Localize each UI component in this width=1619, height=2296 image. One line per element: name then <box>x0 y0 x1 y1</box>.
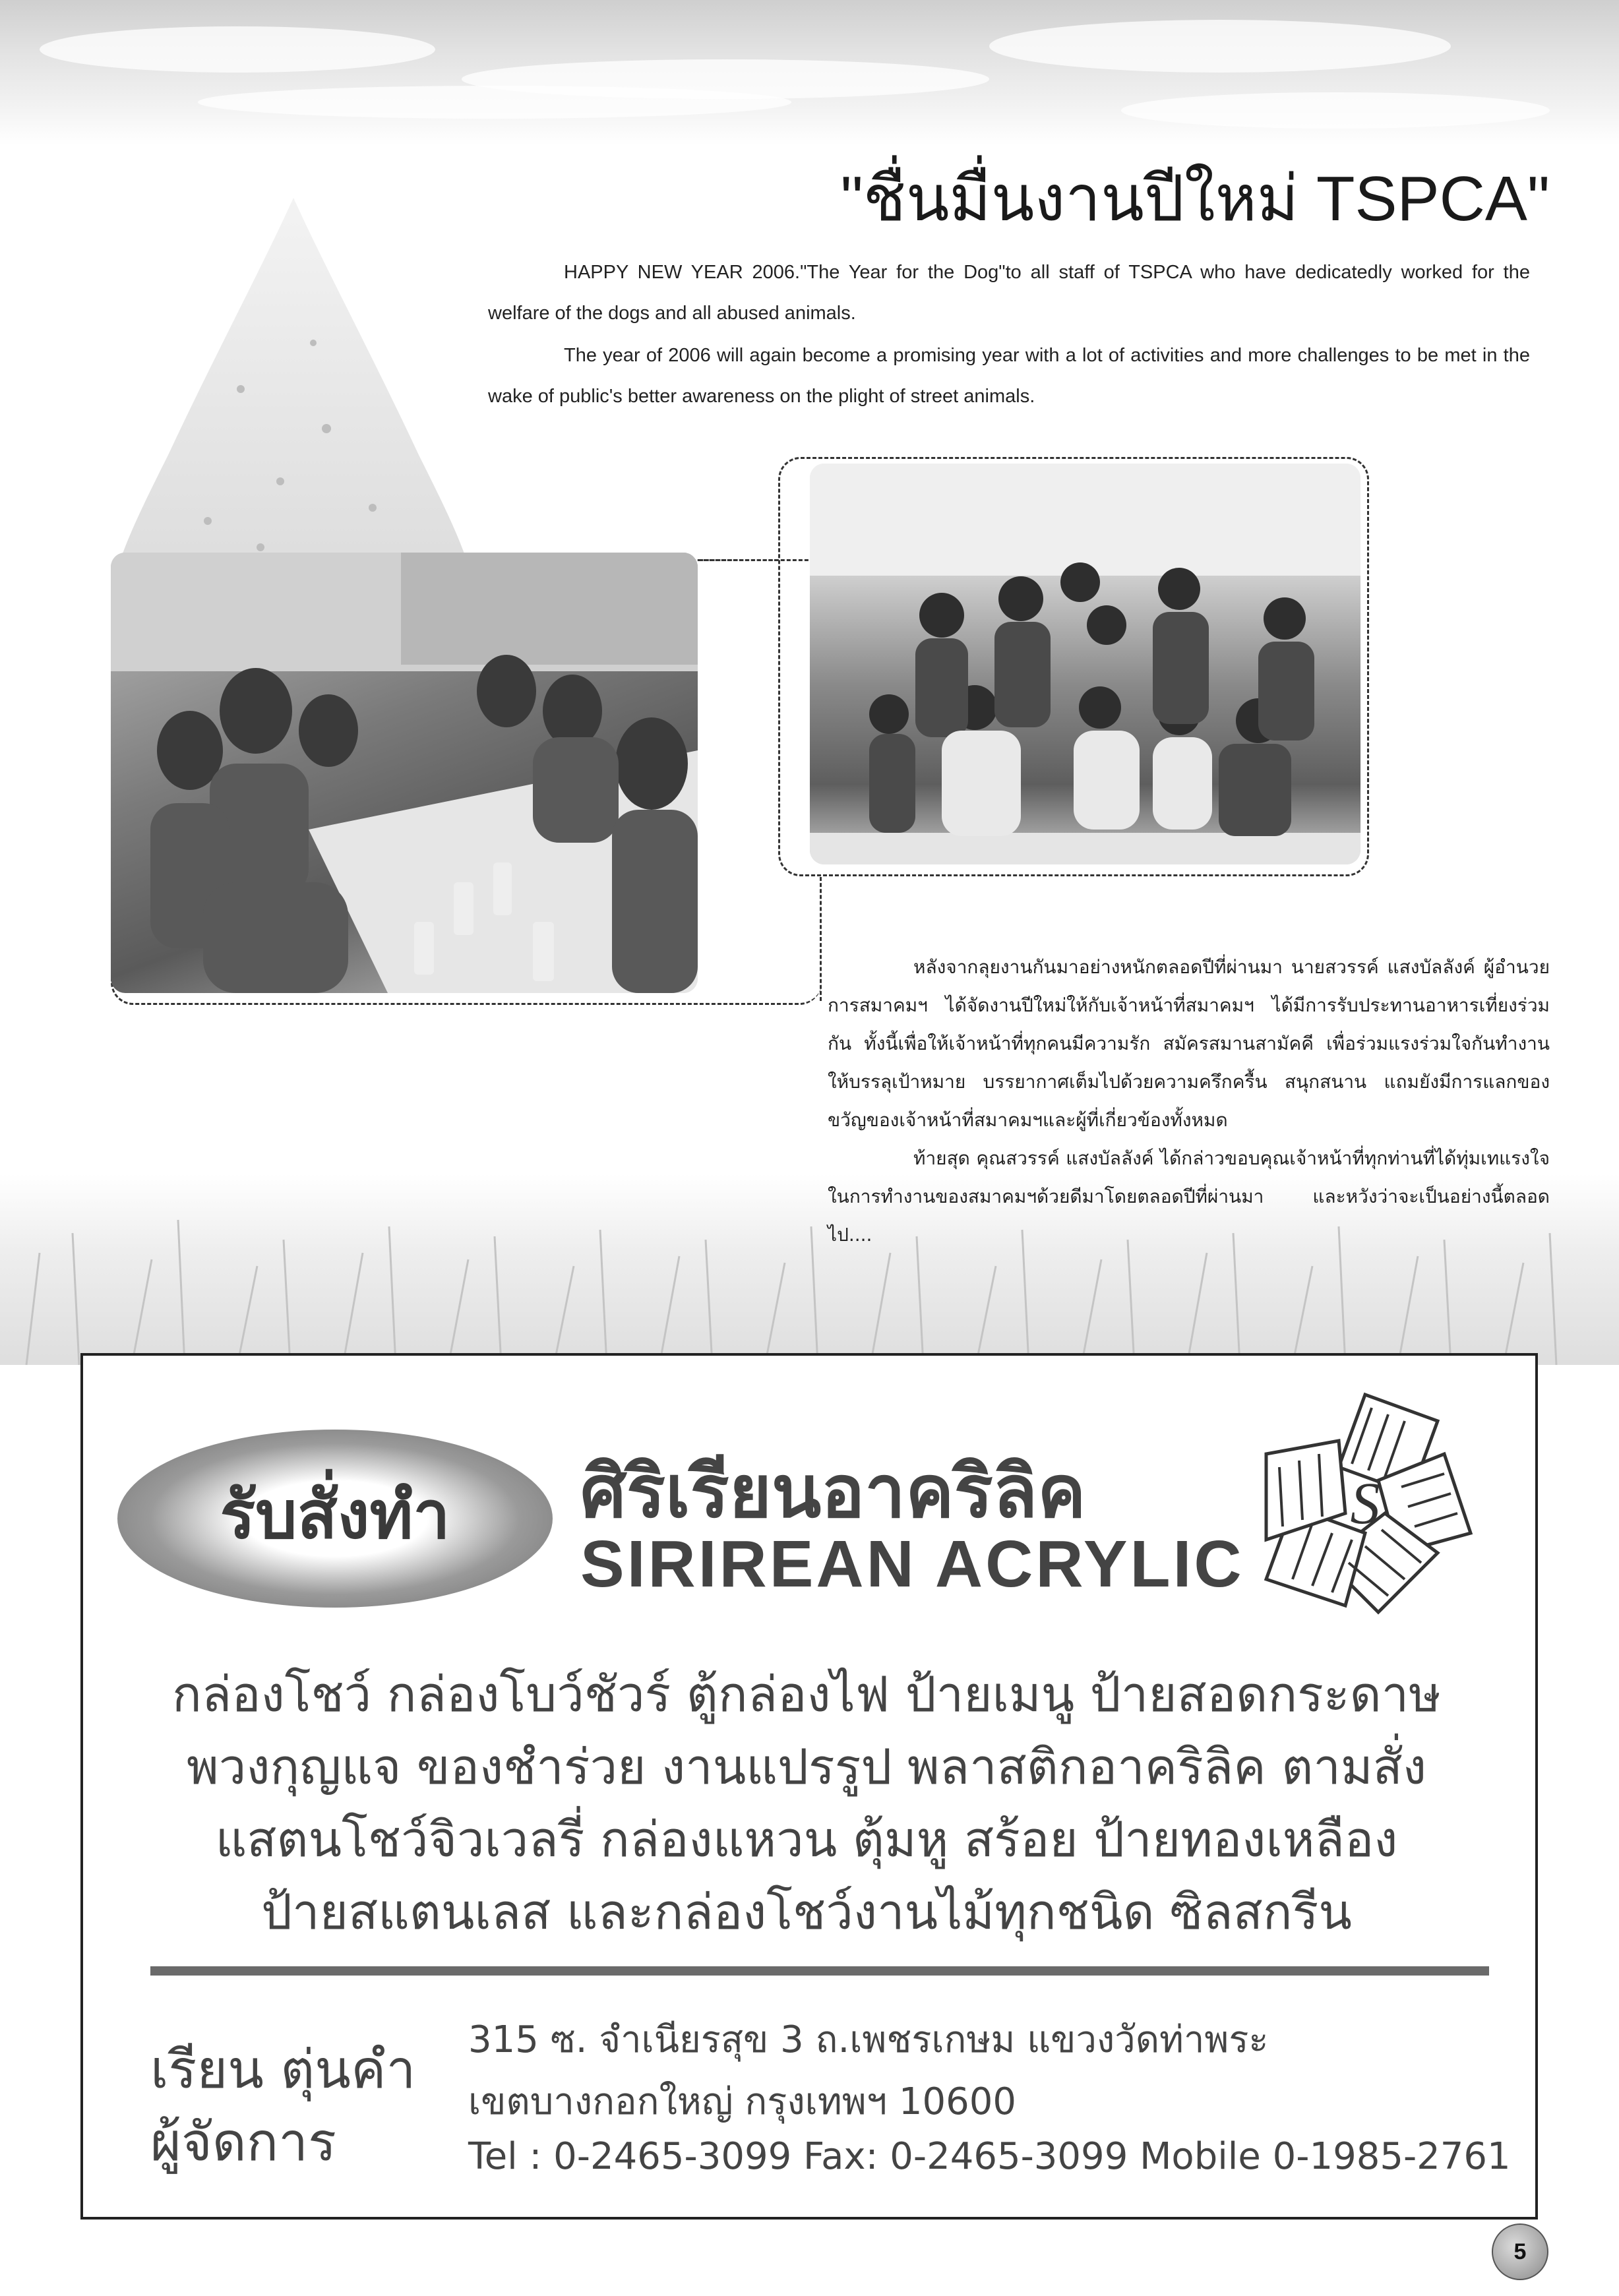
christmas-tree-image <box>109 191 478 600</box>
thai-paragraph-1: หลังจากลุยงานกันมาอย่างหนักตลอดปีที่ผ่านมา นายสวรรค์ แสงบัลลังค์ ผู้อำนวยการสมาคมฯ ได้จัดงานปีใหม่ให้กับเจ้าหน้าที่สมาคมฯ ได้มีการรับประทานอาหารเที่ยงร่วมกัน ทั้งนี้เพื่อให้เจ้าหน้าที่ทุกคนมีความรัก สมัครสมานสามัคคี เพื่อร่วมแรงร่วมใจกันทำงานให้บรรลุเป้าหมาย บรรยากาศเต็มไปด้วยความครึกครื้น สนุกสนาน แถมยังมีการแลกของขวัญของเจ้าหน้าที่สมาคมฯและผู้ที่เกี่ยวข้องทั้งหมด <box>828 956 1550 1131</box>
sky-banner <box>0 0 1619 145</box>
article-title: "ชื่นมื่นงานปีใหม่ TSPCA" <box>840 164 1550 234</box>
contact-line: Tel : 0-2465-3099 Fax: 0-2465-3099 Mobile 0-1985-2761 <box>468 2135 1511 2178</box>
english-paragraph-1: HAPPY NEW YEAR 2006."The Year for the Dog"to all staff of TSPCA who have dedicatedly worked for the welfare of the dogs and all abused animals. <box>488 262 1530 324</box>
address-line-1: 315 ซ. จำเนียรสุข 3 ถ.เพชรเกษม แขวงวัดท่าพระ <box>468 2018 1269 2061</box>
staff-group-photo-illustration <box>810 464 1360 864</box>
english-paragraph-2: The year of 2006 will again become a promising year with a lot of activities and more challenges to be met in the wake of public's better awareness on the plight of street animals. <box>488 345 1530 407</box>
manager-name: เรียน ตุ่นคำ <box>150 2039 416 2100</box>
order-oval-label: รับสั่งทำ <box>220 1476 450 1554</box>
frame-connector-vertical <box>820 877 822 1001</box>
staff-lunch-photo <box>111 553 698 993</box>
staff-group-photo <box>810 464 1360 864</box>
frame-connector-horizontal <box>699 559 778 561</box>
service-line-2: พวงกุญแจ ของชำร่วย งานแปรรูป พลาสติกอาคริลิค ตามสั่ง <box>187 1739 1426 1796</box>
ad-divider <box>150 1966 1489 1976</box>
service-line-4: ป้ายสแตนเลส และกล่องโชว์งานไม้ทุกชนิด ซิลสกรีน <box>261 1884 1352 1941</box>
address-line-2: เขตบางกอกใหญ่ กรุงเทพฯ 10600 <box>468 2080 1017 2123</box>
sirirean-acrylic-logo-icon <box>1246 1381 1484 1632</box>
thai-paragraph-2: ท้ายสุด คุณสวรรค์ แสงบัลลังค์ ได้กล่าวขอบคุณเจ้าหน้าที่ทุกท่านที่ได้ทุ่มเทแรงใจในการทำงานของสมาคมฯด้วยดีมาโดยตลอดปีที่ผ่านมา และหวังว่าจะเป็นอย่างนี้ตลอดไป.... <box>828 1147 1550 1246</box>
company-name-english: SIRIREAN ACRYLIC <box>580 1527 1244 1601</box>
company-name-thai: ศิริเรียนอาคริลิค <box>580 1449 1086 1534</box>
service-line-1: กล่องโชว์ กล่องโบว์ชัวร์ ตู้กล่องไฟ ป้ายเมนู ป้ายสอดกระดาษ <box>171 1666 1442 1723</box>
manager-title: ผู้จัดการ <box>150 2111 337 2173</box>
staff-lunch-photo-illustration <box>111 553 698 993</box>
logo-letter: S <box>1350 1471 1380 1536</box>
service-line-3: แสตนโชว์จิวเวลรี่ กล่องแหวน ตุ้มหู สร้อย ป้ายทองเหลือง <box>215 1811 1398 1868</box>
page-number-badge: 5 <box>1492 2223 1548 2280</box>
